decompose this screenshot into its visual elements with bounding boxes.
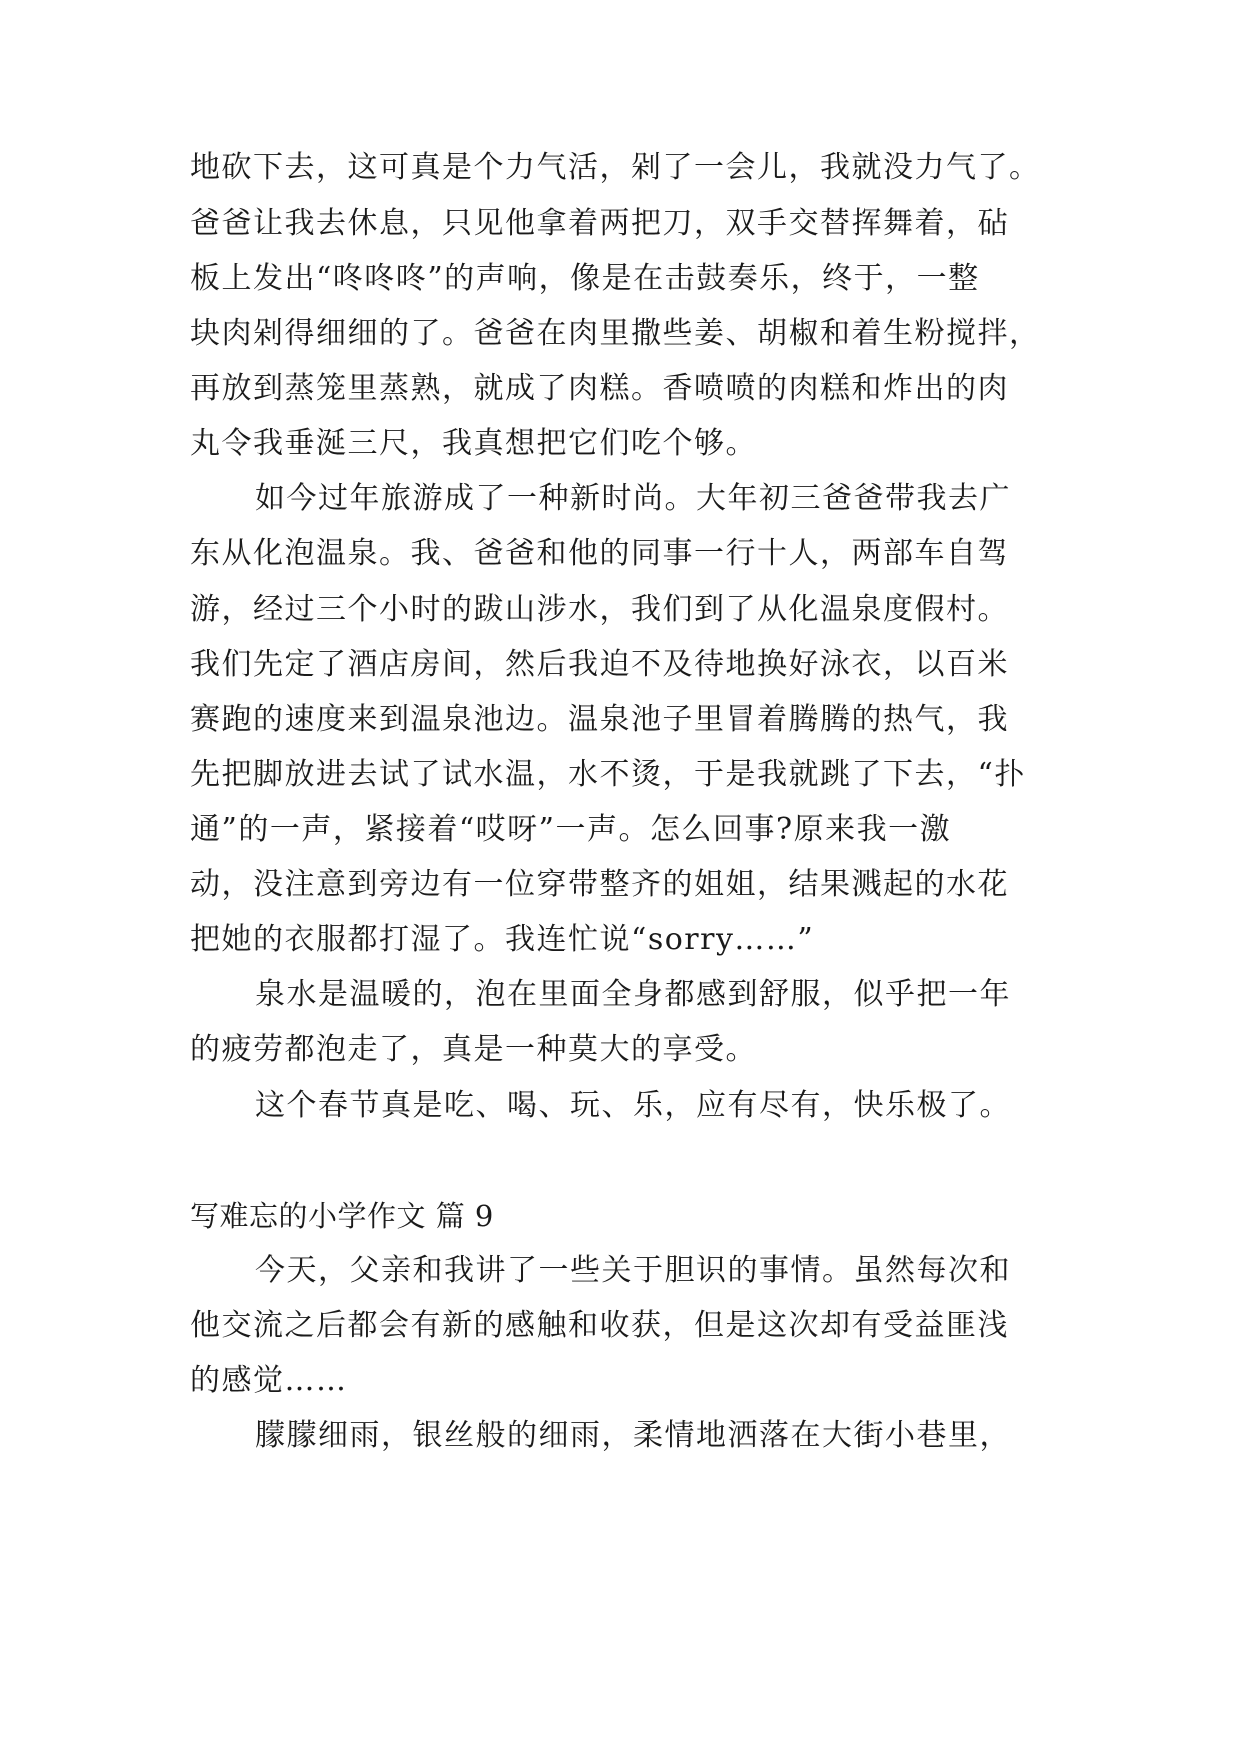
text-line: 的感觉…… (190, 1363, 348, 1398)
text-line: 地砍下去，这可真是个力气活，剁了一会儿，我就没力气了。 (190, 150, 1041, 185)
text-line: 这个春节真是吃、喝、玩、乐，应有尽有，快乐极了。 (255, 1088, 1011, 1123)
text-line: 爸爸让我去休息，只见他拿着两把刀，双手交替挥舞着，砧 (190, 206, 1009, 241)
section-title: 写难忘的小学作文 篇 9 (190, 1199, 494, 1233)
text-line: 游，经过三个小时的跋山涉水，我们到了从化温泉度假村。 (190, 592, 1009, 627)
text-line: 今天，父亲和我讲了一些关于胆识的事情。虽然每次和 (255, 1253, 1011, 1288)
text-line: 把她的衣服都打湿了。我连忙说“sorry……” (190, 922, 815, 957)
text-line: 板上发出“咚咚咚”的声响，像是在击鼓奏乐，终于，一整 (190, 261, 980, 296)
text-line: 先把脚放进去试了试水温，水不烫，于是我就跳了下去，“扑 (190, 757, 1026, 792)
text-line: 赛跑的速度来到温泉池边。温泉池子里冒着腾腾的热气，我 (190, 702, 1009, 737)
text-line: 朦朦细雨，银丝般的细雨，柔情地洒落在大街小巷里， (255, 1418, 1011, 1453)
text-line: 再放到蒸笼里蒸熟，就成了肉糕。香喷喷的肉糕和炸出的肉 (190, 371, 1009, 406)
text-line: 动，没注意到旁边有一位穿带整齐的姐姐，结果溅起的水花 (190, 867, 1009, 902)
text-line: 我们先定了酒店房间，然后我迫不及待地换好泳衣，以百米 (190, 647, 1009, 682)
text-line: 泉水是温暖的，泡在里面全身都感到舒服，似乎把一年 (255, 977, 1011, 1012)
text-line: 通”的一声，紧接着“哎呀”一声。怎么回事?原来我一激 (190, 812, 952, 847)
text-line: 丸令我垂涎三尺，我真想把它们吃个够。 (190, 426, 757, 461)
text-line: 块肉剁得细细的了。爸爸在肉里撒些姜、胡椒和着生粉搅拌， (190, 316, 1041, 351)
text-line: 他交流之后都会有新的感触和收获，但是这次却有受益匪浅 (190, 1308, 1009, 1343)
text-line: 东从化泡温泉。我、爸爸和他的同事一行十人，两部车自驾 (190, 536, 1009, 571)
text-line: 如今过年旅游成了一种新时尚。大年初三爸爸带我去广 (255, 481, 1011, 516)
text-line: 的疲劳都泡走了，真是一种莫大的享受。 (190, 1032, 757, 1067)
